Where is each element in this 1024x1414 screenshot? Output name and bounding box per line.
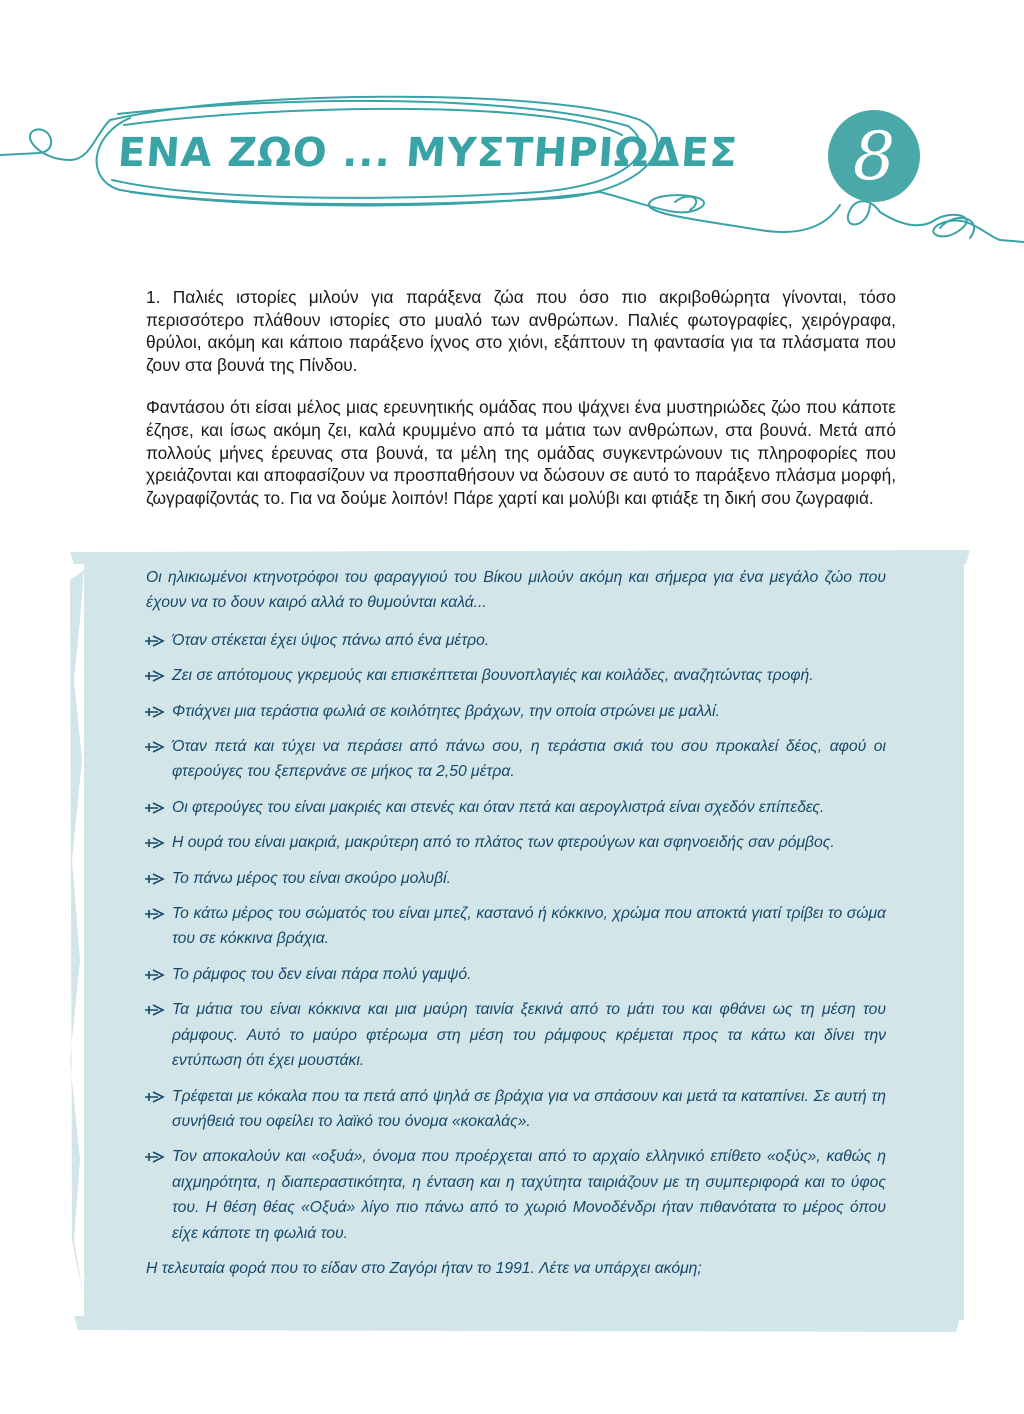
arrow-bullet-icon: [144, 907, 166, 921]
clue-text: Τον αποκαλούν και «οξυά», όνομα που προέρχεται από το αρχαίο ελληνικό επίθετο «οξύς», καθώς η αιχμηρότητα, η διαπεραστικότητα, η ένταση και η ταχύτητα ταιριάζουν με τη συμπεριφορά και το ύφος του. Η θέση θέας «Οξυά» λίγο πιο πάνω από το χωριό Μονοδένδρι ήταν πιθανότατα το μέρος όπου είχε κάποτε τη φωλιά του.: [172, 1148, 886, 1242]
clue-item: [146, 901, 886, 952]
clues-panel: [146, 565, 886, 1281]
clue-text: Το πάνω μέρος του είναι σκούρο μολυβί.: [172, 869, 451, 887]
clue-text: Τα μάτια του είναι κόκκινα και μια μαύρη ταινία ξεκινά από το μάτι του και φθάνει ως τη μέση του ράμφους. Αυτό το μαύρο φτέρωμα στη μέση του ράμφους κρέμεται προς τα κάτω και δίνει την εντύπωση ότι έχει μουστάκι.: [172, 1001, 886, 1070]
clue-text: Το κάτω μέρος του σώματός του είναι μπεζ, καστανό ή κόκκινο, χρώμα που αποκτά γιατί τρίβει το σώμα του σε κόκκινα βράχια.: [172, 905, 886, 948]
arrow-bullet-icon: [144, 968, 166, 982]
clue-text: Όταν στέκεται έχει ύψος πάνω από ένα μέτρο.: [172, 631, 490, 649]
intro-paragraph-2: Φαντάσου ότι είσαι μέλος μιας ερευνητικής ομάδας που ψάχνει ένα μυστηριώδες ζώο που κάποτε έζησε, και ίσως ακόμη ζει, καλά κρυμμένο από τα μάτια των ανθρώπων, στα βουνά. Μετά από πολλούς μήνες έρευνας στα βουνά, τα μέλη της ομάδας συγκεντρώνουν τις πληροφορίες που χρειάζονται και αποφασίζουν να προσπαθήσουν να δώσουν σε αυτό το παράξενο πλάσμα μορφή, ζωγραφίζοντάς το. Για να δούμε λοιπόν! Πάρε χαρτί και μολύβι και φτιάξε τη δική σου ζωγραφιά.: [146, 397, 896, 508]
clue-item: [146, 1084, 886, 1135]
arrow-bullet-icon: [144, 634, 166, 648]
clue-text: Το ράμφος του δεν είναι πάρα πολύ γαμψό.: [172, 965, 472, 983]
arrow-bullet-icon: [144, 669, 166, 683]
chapter-number-badge: [828, 110, 920, 202]
clue-item: [146, 830, 886, 855]
clue-item: [146, 699, 886, 724]
arrow-bullet-icon: [144, 1090, 166, 1104]
clues-list: [146, 628, 886, 1246]
clue-item: [146, 628, 886, 653]
clue-text: Όταν πετά και τύχει να περάσει από πάνω σου, η τεράστια σκιά του σου προκαλεί δέος, αφού οι φτερούγες του ξεπερνάνε σε μήκος τα 2,50 μέτρα.: [172, 738, 886, 781]
arrow-bullet-icon: [144, 705, 166, 719]
arrow-bullet-icon: [144, 1150, 166, 1164]
arrow-bullet-icon: [144, 836, 166, 850]
clue-text: Τρέφεται με κόκαλα που τα πετά από ψηλά σε βράχια για να σπάσουν και μετά τα καταπίνει. Σε αυτή τη συνήθειά του οφείλει το λαϊκό του όνομα «κοκαλάς».: [172, 1087, 886, 1130]
clue-text: Ζει σε απότομους γκρεμούς και επισκέπτεται βουνοπλαγιές και κοιλάδες, αναζητώντας τροφή.: [172, 667, 814, 685]
intro-section: [146, 286, 896, 529]
arrow-bullet-icon: [144, 872, 166, 886]
clue-item: [146, 997, 886, 1073]
clue-text: Η ουρά του είναι μακριά, μακρύτερη από το πλάτος των φτερούγων και σφηνοειδής σαν ρόμβος.: [172, 834, 835, 852]
clue-text: Φτιάχνει μια τεράστια φωλιά σε κοιλότητες βράχων, την οποία στρώνει με μαλλί.: [172, 702, 720, 720]
clue-item: [146, 866, 886, 891]
clue-item: [146, 962, 886, 987]
arrow-bullet-icon: [144, 1003, 166, 1017]
intro-paragraph-1: 1. Παλιές ιστορίες μιλούν για παράξενα ζώα που όσο πιο ακριβοθώρητα γίνονται, τόσο περισσότερο πλάθουν ιστορίες στο μυαλό των ανθρώπων. Παλιές φωτογραφίες, χειρόγραφα, θρύλοι, ακόμη και κάποιο παράξενο ίχνος στο χιόνι, εξάπτουν τη φαντασία για τα πλάσματα που ζουν στα βουνά της Πίνδου.: [146, 287, 896, 375]
panel-closing: Η τελευταία φορά που το είδαν στο Ζαγόρι ήταν το 1991. Λέτε να υπάρχει ακόμη;: [146, 1259, 702, 1277]
clue-item: [146, 663, 886, 688]
chapter-number: 8: [853, 117, 895, 195]
arrow-bullet-icon: [144, 740, 166, 754]
clue-item: [146, 795, 886, 820]
clue-item: [146, 1144, 886, 1246]
arrow-bullet-icon: [144, 801, 166, 815]
clue-item: [146, 734, 886, 785]
panel-lead: Οι ηλικιωμένοι κτηνοτρόφοι του φαραγγιού του Βίκου μιλούν ακόμη και σήμερα για ένα μεγάλο ζώο που έχουν να το δουν καιρό αλλά το θυμούνται καλά...: [146, 569, 886, 612]
page-title: ΕΝΑ ΖΩΟ ... ΜΥΣΤΗΡΙΩΔΕΣ: [116, 130, 740, 176]
clue-text: Οι φτερούγες του είναι μακριές και στενές και όταν πετά και αερογλιστρά είναι σχεδόν επίπεδες.: [172, 798, 825, 816]
